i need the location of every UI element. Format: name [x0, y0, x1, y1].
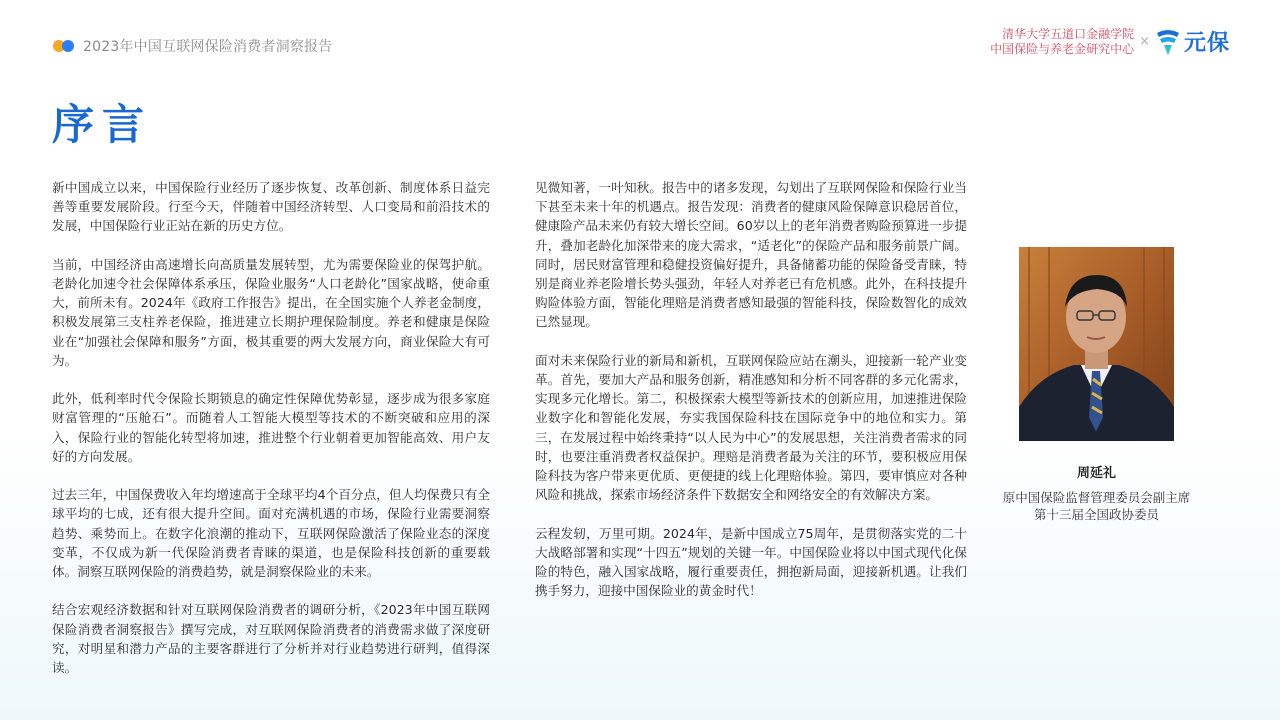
paragraph: 面对未来保险行业的新局和新机，互联网保险应站在潮头，迎接新一轮产业变革。首先，要加大产品和服务创新，精准感知和分析不同客群的多元化需求，实现多元化增长。第二，积极探索大模型等新技术的创新应用，加速推进保险业数字化和智能化发展，夯实我国保险科技在国际竞争中的地位和实力。第三，在发展过程中始终秉持“以人民为中心”的发展思想，关注消费者需求的同时，也要注重消费者权益保护。理赔是消费者最为关注的环节，要积极应用保险科技为客户带来更优质、更便捷的线上化理赔体验。第四，要审慎应对各种风险和挑战，探索市场经济条件下数据安全和网络安全的有效解决方案。 [535, 352, 967, 503]
middle-column [535, 178, 967, 620]
paragraph: 云程发轫，万里可期。2024年，是新中国成立75周年，是贯彻落实党的二十大战略部署和实现“十四五”规划的关键一年。中国保险业将以中国式现代化保险的特色，融入国家战略，履行重要责任，拥抱新局面，迎接新机遇。让我们携手努力，迎接中国保险业的黄金时代！ [535, 525, 967, 599]
paragraph: 当前，中国经济由高速增长向高质量发展转型，尤为需要保险业的保驾护航。老龄化加速令社会保障体系承压，保险业服务“人口老龄化”国家战略，使命重大，前所未有。2024年《政府工作报告》提出，在全国实施个人养老金制度，积极发展第三支柱养老保险，推进建立长期护理保险制度。养老和健康是保险业在“加强社会保障和服务”方面，极其重要的两大发展方向，商业保险大有可为。 [52, 256, 490, 368]
yuanbao-logo-icon [1155, 27, 1181, 57]
paragraph: 见微知著，一叶知秋。报告中的诸多发现，勾划出了互联网保险和保险行业当下甚至未来十年的机遇点。报告发现：消费者的健康风险保障意识稳居首位，健康险产品未来仍有较大增长空间。60岁以上的老年消费者购险预算进一步提升，叠加老龄化加深带来的庞大需求，“适老化”的保险产品和服务前景广阔。同时，居民财富管理和稳健投资偏好提升，具备储蓄功能的保险备受青睐，特别是商业养老险增长势头强劲，年轻人对养老已有危机感。此外，在科技提升购险体验方面，智能化理赔是消费者感知最强的智能科技，保险数智化的成效已然显现。 [535, 180, 967, 330]
partner-logos [990, 26, 1230, 57]
institution-name [990, 27, 1134, 57]
left-column [52, 178, 490, 696]
separator-symbol: × [1139, 34, 1150, 49]
brand-name: 元保 [1183, 31, 1230, 56]
paragraph: 结合宏观经济数据和针对互联网保险消费者的调研分析，《2023年中国互联网保险消费者洞察报告》撰写完成，对互联网保险消费者的消费需求做了深度研究，对明星和潜力产品的主要客群进行了分析并对行业趋势进行研判，值得深读。 [52, 602, 490, 676]
author-title [980, 489, 1213, 523]
author-title-line-2: 第十三届全国政协委员 [1033, 507, 1159, 522]
header-dots [53, 40, 77, 52]
page-title: 序言 [52, 100, 153, 149]
institution-line-2: 中国保险与养老金研究中心 [990, 41, 1135, 56]
report-title: 2023年中国互联网保险消费者洞察报告 [83, 39, 333, 55]
paragraph: 过去三年，中国保费收入年均增速高于全球平均4个百分点，但人均保费只有全球平均的七成，还有很大提升空间。面对充满机遇的市场，保险行业需要洞察趋势、乘势而上。在数字化浪潮的推动下，互联网保险激活了保险业态的深度变革，不仅成为新一代保险消费者青睐的渠道，也是保险科技创新的重要载体。洞察互联网保险的消费趋势，就是洞察保险业的未来。 [52, 487, 490, 580]
institution-line-1: 清华大学五道口金融学院 [1002, 26, 1135, 41]
author-title-line-1: 原中国保险监督管理委员会副主席 [1002, 490, 1191, 505]
brand-logo [1155, 26, 1230, 57]
blue-dot-icon [62, 40, 74, 52]
author-portrait-image [1019, 247, 1174, 441]
report-header [53, 36, 332, 56]
author-photo [1019, 247, 1174, 441]
author-name: 周延礼 [1076, 466, 1116, 481]
paragraph: 此外，低利率时代令保险长期锁息的确定性保障优势彰显，逐步成为很多家庭财富管理的“压舱石”。而随着人工智能大模型等技术的不断突破和应用的深入，保险行业的智能化转型将加速，推进整个行业朝着更加智能高效、用户友好的方向发展。 [52, 391, 490, 464]
paragraph: 新中国成立以来，中国保险行业经历了逐步恢复、改革创新、制度体系日益完善等重要发展阶段。行至今天，伴随着中国经济转型、人口变局和前沿技术的发展，中国保险行业正站在新的历史方位。 [52, 180, 490, 234]
